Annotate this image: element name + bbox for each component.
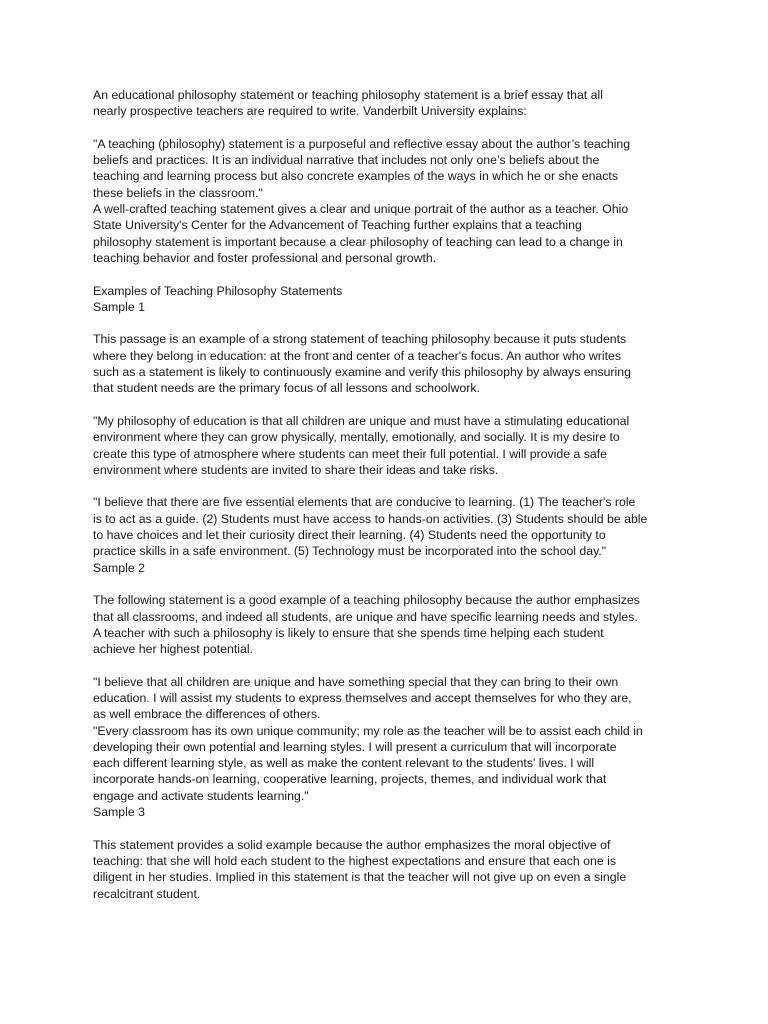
paragraph (93, 837, 683, 902)
paragraph (93, 723, 683, 821)
text-line: Sample 1 (93, 299, 145, 314)
text-line: environment where they can grow physically, mentally, emotionally, and socially. It is my desire to (93, 430, 620, 445)
paragraph-spacer (93, 576, 683, 592)
text-line: environment where students are invited to share their ideas and take risks. (93, 462, 499, 477)
text-line: incorporate hands-on learning, cooperative learning, projects, themes, and individual work that (93, 772, 607, 787)
text-line: philosophy statement is important because a clear philosophy of teaching can lead to a change in (93, 234, 623, 249)
text-line: An educational philosophy statement or teaching philosophy statement is a brief essay that all (93, 88, 603, 102)
paragraph (93, 494, 683, 575)
text-line: nearly prospective teachers are required to write. Vanderbilt University explains: (93, 104, 527, 119)
paragraph (93, 674, 683, 723)
text-line: that all classrooms, and indeed all students, are unique and have specific learning needs and styles. (93, 609, 638, 624)
text-line: "I believe that there are five essential elements that are conducive to learning. (1) The teacher's role (93, 495, 636, 510)
text-line: diligent in her studies. Implied in this statement is that the teacher will not give up on even a single (93, 870, 627, 885)
text-line: achieve her highest potential. (93, 642, 253, 657)
paragraph (93, 331, 683, 396)
text-line: A teacher with such a philosophy is likely to ensure that she spends time helping each student (93, 625, 604, 640)
text-line: each different learning style, as well as make the content relevant to the students' lives. I will (93, 756, 595, 771)
paragraph-spacer (93, 315, 683, 331)
text-line: Examples of Teaching Philosophy Statements (93, 283, 343, 298)
text-line: Sample 2 (93, 560, 145, 575)
text-line: "I believe that all children are unique and have something special that they can bring to their own (93, 674, 619, 689)
paragraph-spacer (93, 266, 683, 282)
text-line: where they belong in education: at the front and center of a teacher's focus. An author who writes (93, 348, 622, 363)
text-line: teaching behavior and foster professional and personal growth. (93, 250, 437, 265)
text-line: these beliefs in the classroom." (93, 185, 263, 200)
text-line: "My philosophy of education is that all children are unique and must have a stimulating educational (93, 413, 630, 428)
document-page (93, 87, 683, 902)
text-line: education. I will assist my students to express themselves and accept themselves for who they are, (93, 690, 632, 705)
text-line: to have choices and let their curiosity direct their learning. (4) Students need the opportunity to (93, 528, 606, 543)
text-line: is to act as a guide. (2) Students must have access to hands-on activities. (3) Students should be able (93, 511, 648, 526)
paragraph (93, 201, 683, 266)
text-line: teaching: that she will hold each student to the highest expectations and ensure that each one is (93, 853, 616, 868)
text-line: create this type of atmosphere where students can meet their full potential. I will provide a safe (93, 446, 608, 461)
text-line: recalcitrant student. (93, 886, 201, 901)
paragraph-spacer (93, 657, 683, 673)
paragraph (93, 592, 683, 657)
text-line: developing their own potential and learning styles. I will present a curriculum that will incorporate (93, 739, 617, 754)
paragraph (93, 413, 683, 478)
text-line: as well embrace the differences of others. (93, 707, 321, 722)
paragraph-spacer (93, 120, 683, 136)
text-line: The following statement is a good example of a teaching philosophy because the author emphasizes (93, 593, 640, 608)
paragraph-spacer (93, 478, 683, 494)
text-line: such as a statement is likely to continuously examine and verify this philosophy by always ensuring (93, 365, 631, 380)
text-line: A well-crafted teaching statement gives a clear and unique portrait of the author as a teacher. Ohio (93, 202, 629, 217)
paragraph (93, 87, 683, 120)
text-line: beliefs and practices. It is an individual narrative that includes not only one’s beliefs about the (93, 153, 600, 168)
paragraph-spacer (93, 397, 683, 413)
text-line: Sample 3 (93, 805, 145, 820)
text-line: that student needs are the primary focus of all lessons and schoolwork. (93, 381, 480, 396)
text-line: teaching and learning process but also concrete examples of the ways in which he or she enacts (93, 169, 618, 184)
text-line: "A teaching (philosophy) statement is a purposeful and reflective essay about the author’s teaching (93, 136, 631, 151)
paragraph-spacer (93, 820, 683, 836)
text-line: practice skills in a safe environment. (5) Technology must be incorporated into the school day." (93, 544, 607, 559)
paragraph (93, 283, 683, 316)
paragraph (93, 136, 683, 201)
text-line: engage and activate students learning." (93, 788, 309, 803)
text-line: "Every classroom has its own unique community; my role as the teacher will be to assist each child in (93, 723, 643, 738)
text-line: This passage is an example of a strong statement of teaching philosophy because it puts students (93, 332, 627, 347)
text-line: This statement provides a solid example because the author emphasizes the moral objective of (93, 837, 611, 852)
text-line: State University's Center for the Advancement of Teaching further explains that a teaching (93, 218, 582, 233)
